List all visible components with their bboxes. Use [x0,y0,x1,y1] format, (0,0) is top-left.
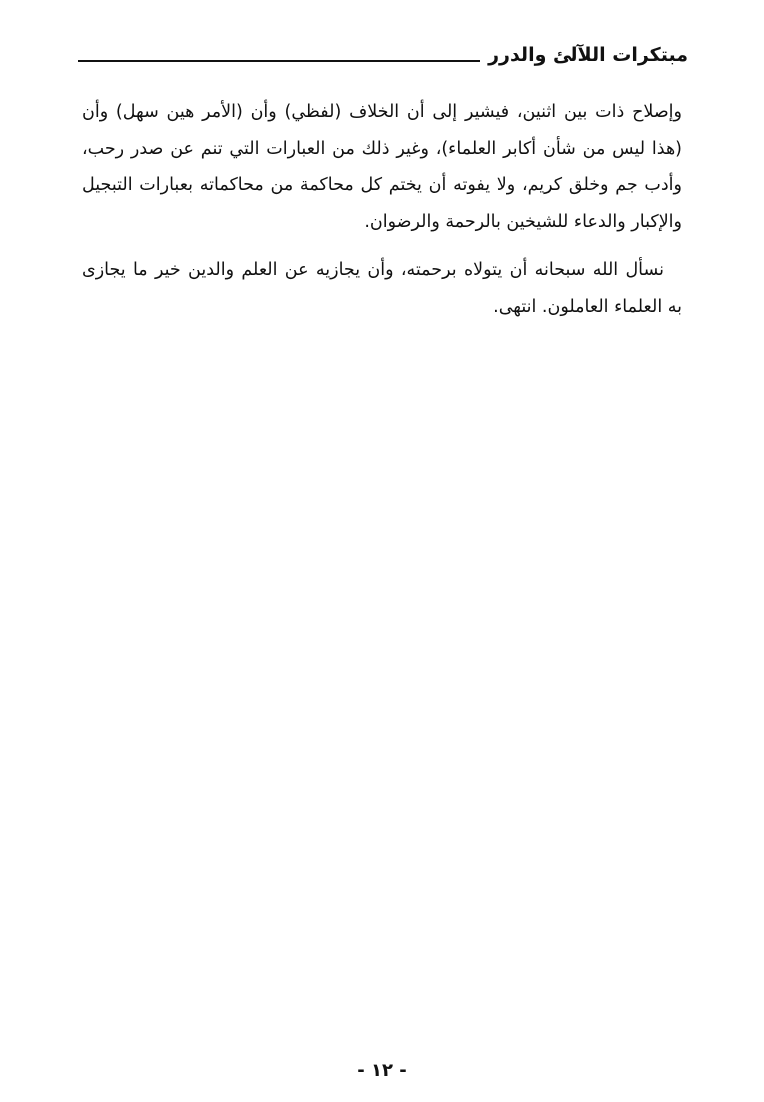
text-line: (هذا ليس من شأن أكابر العلماء)، وغير ذلك من العبارات التي تنم عن صدر رحب، [82,138,682,159]
text-line: به العلماء العاملون. انتهى. [493,296,682,317]
paragraph-gap [82,240,682,252]
text-line: وأدب جم وخلق كريم، ولا يفوته أن يختم كل محاكمة من محاكماته بعبارات التبجيل [82,175,682,195]
page-number: - ١٢ - [357,1060,407,1081]
paragraph [82,252,682,325]
running-title: مبتكرات اللآلئ والدرر [480,42,688,68]
header-rule [78,60,518,62]
paragraph [82,94,682,240]
text-line: نسأل الله سبحانه أن يتولاه برحمته، وأن يجازيه عن العلم والدين خير ما يجازى [82,260,664,280]
body-text [82,94,682,325]
text-line: والإكبار والدعاء للشيخين بالرحمة والرضوان. [364,211,682,232]
page-header [78,40,688,72]
text-line: وإصلاح ذات بين اثنين، فيشير إلى أن الخلاف (لفظي) وأن (الأمر هين سهل) وأن [82,102,682,122]
